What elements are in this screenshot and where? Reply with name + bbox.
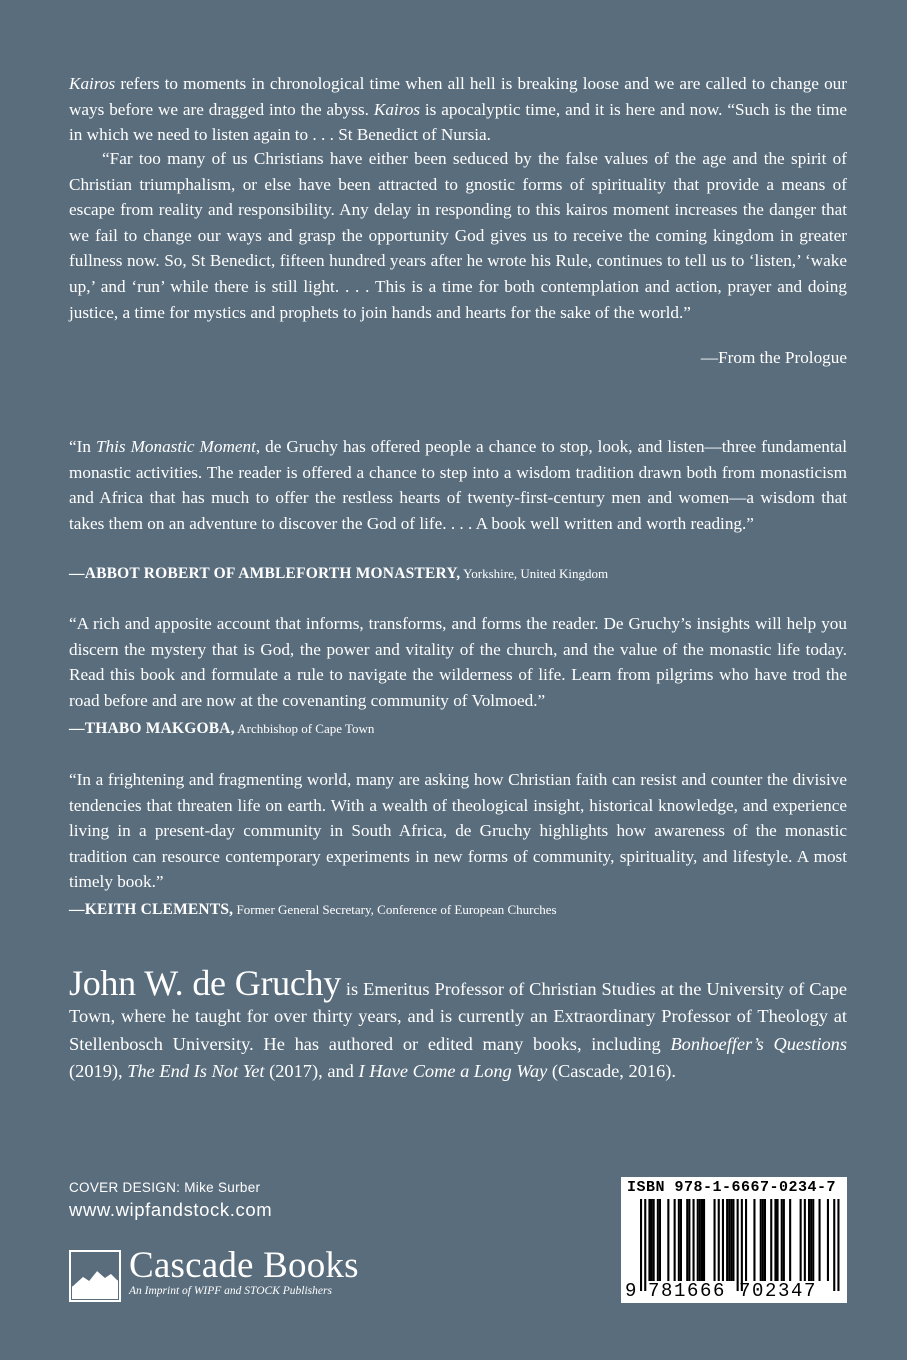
barcode-left-digits: 781666 — [648, 1280, 727, 1302]
barcode-bar — [653, 1199, 655, 1281]
barcode-bar — [651, 1199, 653, 1281]
barcode-right-digits: 702347 — [739, 1280, 818, 1302]
barcode-bar — [644, 1199, 646, 1291]
author-name: John W. de Gruchy — [69, 963, 341, 1003]
barcode-bar — [703, 1199, 705, 1281]
barcode-bar — [819, 1199, 821, 1281]
endorser-byline-1 — [69, 565, 608, 583]
prologue-paragraph-2: “Far too many of us Christians have either been seduced by the false values of the age and the spirit of Christian triumphalism, or else have been attracted to gnostic forms of spirituality that provide a means of escape from reality and responsibility. Any delay in responding to this kairos moment increases the danger that we fail to change our ways and grasp the opportunity God gives us to receive the coming kingdom in greater fullness now. So, St Benedict, fifteen hundred years after he wrote his Rule, continues to tell us to ‘listen,’ ‘wake up,’ and ‘run’ while there is still light. . . . This is a time for both contemplation and action, prayer and doing justice, a time for mystics and prophets to join hands and hearts for the sake of the world.” — [69, 149, 847, 322]
publisher-website[interactable]: www.wipfandstock.com — [69, 1199, 273, 1220]
barcode-bar — [688, 1199, 690, 1281]
barcode-bar — [745, 1199, 747, 1281]
barcode-bar — [741, 1199, 743, 1291]
endorsement-quote-1: “In This Monastic Moment, de Gruchy has offered people a chance to stop, look, and listen—three fundamental monastic activities. The reader is offered a chance to step into a wisdom tradition drawn both from monasticism and Africa that has much to offer the restless hearts of twenty-first-century men and women—a wisdom that takes them on an adventure to discover the God of life. . . . A book well written and worth reading.” — [69, 437, 848, 533]
barcode-bar — [810, 1199, 812, 1281]
prologue-attribution: —From the Prologue — [700, 348, 847, 367]
barcode-first-digit: 9 — [625, 1280, 639, 1302]
barcode-bar — [722, 1199, 724, 1281]
barcode-bar — [770, 1199, 772, 1281]
barcode-bar — [699, 1199, 701, 1281]
barcode-bar — [678, 1199, 680, 1281]
barcode-bar — [648, 1199, 650, 1281]
endorser-role: Former General Secretary, Conference of European Churches — [233, 902, 557, 917]
endorser-name: —ABBOT ROBERT OF AMBLEFORTH MONASTERY, — [69, 565, 461, 582]
barcode-bar — [728, 1199, 730, 1281]
barcode-bar — [764, 1199, 766, 1281]
barcode-bar — [659, 1199, 661, 1281]
mountain-logo-icon — [69, 1250, 121, 1302]
barcode-bar — [730, 1199, 732, 1281]
barcode-bar — [686, 1199, 688, 1281]
book-title: The End Is Not Yet — [127, 1060, 265, 1081]
barcode-bar — [762, 1199, 764, 1281]
barcode-bar — [800, 1199, 802, 1281]
barcode-bar — [701, 1199, 703, 1281]
barcode-bar — [808, 1199, 810, 1281]
barcode-bar — [783, 1199, 785, 1281]
cover-design-credit: COVER DESIGN: Mike Surber — [69, 1180, 261, 1195]
barcode-bar — [837, 1199, 839, 1291]
barcode-bar — [774, 1199, 776, 1281]
barcode-bar — [781, 1199, 783, 1281]
barcode-bar — [657, 1199, 659, 1281]
author-bio: John W. de Gruchy is Emeritus Professor of Christian Studies at the University of Cape Town, where he taught for over thirty years, and is currently an Extraordinary Professor of Theology at Stellenbosch University. He has authored or edited many books, including Bonhoeffer’s Questions (2019), The End Is Not Yet (2017), and I Have Come a Long Way (Cascade, 2016). — [69, 963, 848, 1081]
barcode-bar — [804, 1199, 806, 1281]
credits — [69, 1180, 272, 1221]
barcode-bar — [760, 1199, 762, 1281]
barcode-bar — [714, 1199, 716, 1281]
barcode-bar — [640, 1199, 642, 1291]
barcode-bar — [693, 1199, 695, 1281]
barcode-bar — [718, 1199, 720, 1281]
endorser-role: Archbishop of Cape Town — [234, 721, 375, 736]
kairos-term: Kairos — [69, 74, 116, 93]
barcode-bar — [667, 1199, 669, 1281]
book-title: Bonhoeffer’s Questions — [670, 1033, 848, 1054]
publisher-imprint: An Imprint of WIPF and STOCK Publishers — [129, 1285, 332, 1297]
publisher-name: Cascade Books — [129, 1245, 359, 1286]
book-title: I Have Come a Long Way — [358, 1060, 548, 1081]
barcode-bar — [680, 1199, 682, 1281]
barcode-bar — [726, 1199, 728, 1281]
prologue-paragraph-1: Kairos refers to moments in chronological time when all hell is breaking loose and we are called to change our ways before we are dragged into the abyss. Kairos is apocalyptic time, and it is here and now. “Such is the time in which we need to listen again to . . . St Benedict of Nursia. — [69, 74, 847, 145]
barcode-bar — [737, 1199, 739, 1291]
book-title: This Monastic Moment — [95, 437, 256, 456]
endorser-name: —THABO MAKGOBA, — [69, 720, 235, 737]
barcode-bar — [777, 1199, 779, 1281]
barcode-bar — [789, 1199, 791, 1281]
endorser-role: Yorkshire, United Kingdom — [460, 566, 609, 581]
isbn-label: ISBN 978-1-6667-0234-7 — [627, 1179, 837, 1196]
barcode-bar — [697, 1199, 699, 1281]
kairos-term: Kairos — [373, 99, 421, 119]
publisher-logo — [69, 1245, 399, 1310]
endorsement-quote-2: “A rich and apposite account that informs, transforms, and forms the reader. De Gruchy’s insights will help you discern the mystery that is God, the power and vitality of the church, and the value of the monastic life today. Read this book and formulate a rule to navigate the wilderness of life. Learn from pilgrims who have trod the road before and are now at the covenanting community of Volmoed.” — [69, 614, 847, 710]
endorser-byline-2 — [69, 720, 374, 738]
barcode-bar — [753, 1199, 755, 1281]
endorser-name: —KEITH CLEMENTS, — [69, 901, 234, 918]
barcode-bar — [833, 1199, 835, 1291]
barcode-bar — [827, 1199, 829, 1281]
endorser-byline-3 — [69, 901, 557, 919]
barcode-bar — [812, 1199, 814, 1281]
endorsement-quote-3: “In a frightening and fragmenting world, many are asking how Christian faith can resist and counter the divisive tendencies that threaten life on earth. With a wealth of theological insight, historical knowledge, and experience living in a present-day community in South Africa, de Gruchy highlights how awareness of the monastic tradition can resource contemporary experiments in new forms of community, spirituality, and lifestyle. A most timely book.” — [69, 770, 847, 892]
barcode-bar — [674, 1199, 676, 1281]
isbn-barcode — [621, 1177, 847, 1303]
barcode-bar — [732, 1199, 734, 1281]
